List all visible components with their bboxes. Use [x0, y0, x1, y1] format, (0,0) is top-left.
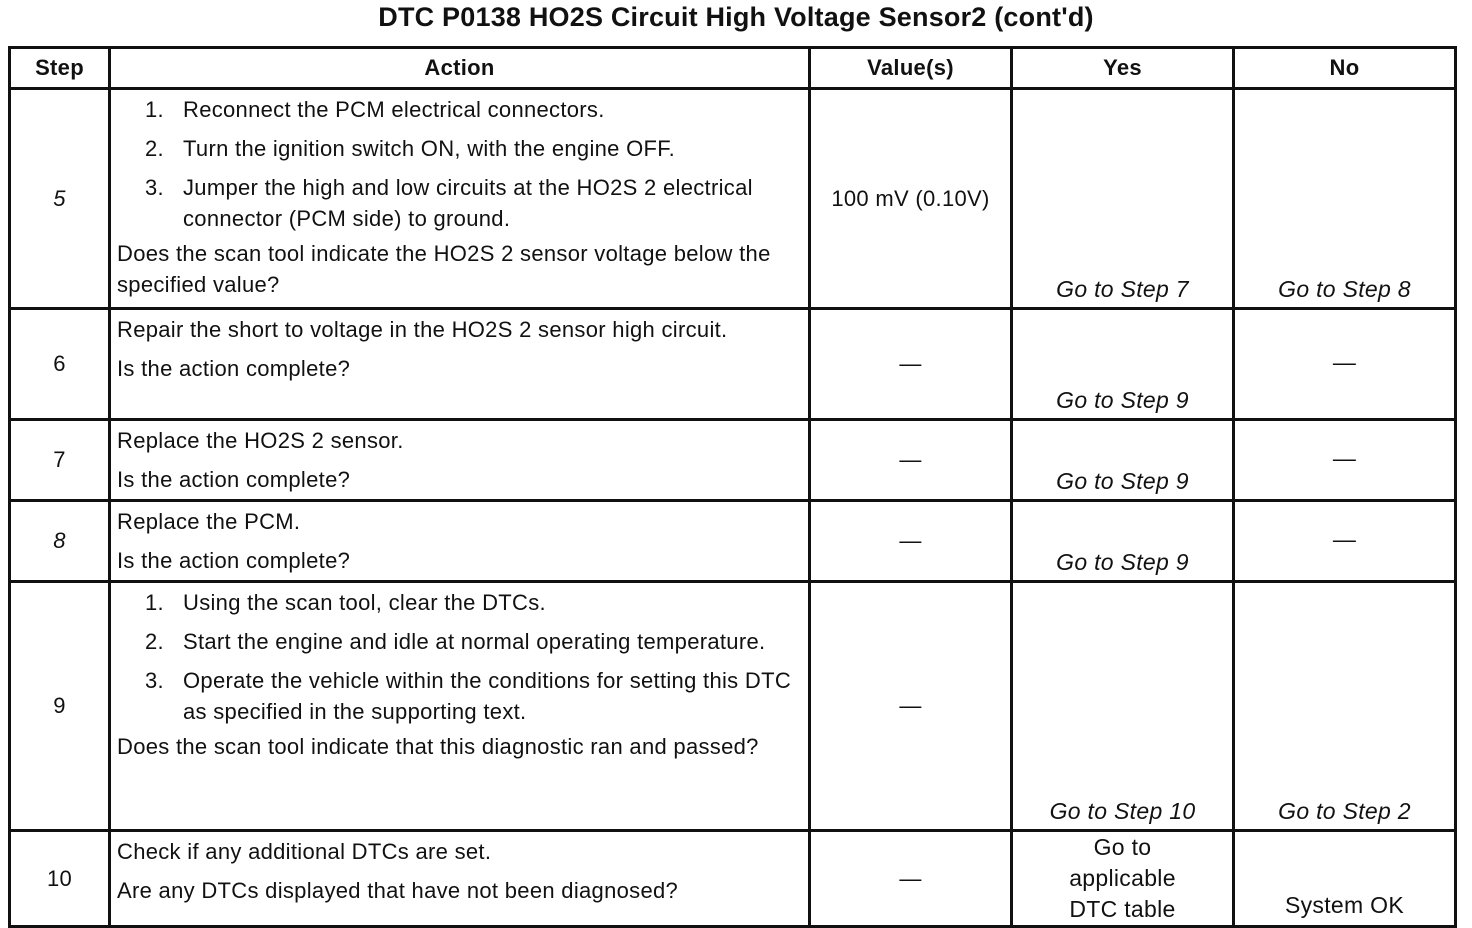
- action-question: Is the action complete?: [117, 467, 351, 492]
- action-question: Does the scan tool indicate that this diagnostic ran and passed?: [117, 734, 759, 759]
- action-text: Check if any additional DTCs are set.: [117, 839, 492, 864]
- dtc-diagnostic-table: [8, 46, 1457, 928]
- action-cell: [110, 89, 810, 309]
- action-list: [117, 94, 800, 234]
- action-question: Does the scan tool indicate the HO2S 2 sensor voltage below the specified value?: [117, 241, 771, 297]
- action-list-item: 1. Reconnect the PCM electrical connectors.: [145, 97, 605, 122]
- action-question: Is the action complete?: [117, 356, 351, 381]
- header-no: No: [1234, 48, 1456, 89]
- action-cell: [110, 831, 810, 927]
- action-cell: [110, 420, 810, 501]
- value-cell: —: [810, 501, 1012, 582]
- yes-cell: Go to applicable DTC table: [1012, 831, 1234, 927]
- table-header: [10, 48, 1456, 89]
- table-row: [10, 501, 1456, 582]
- step-number: 8: [10, 501, 110, 582]
- table-row: [10, 831, 1456, 927]
- action-question: Are any DTCs displayed that have not been diagnosed?: [117, 878, 679, 903]
- action-text: Replace the HO2S 2 sensor.: [117, 428, 404, 453]
- header-step: Step: [10, 48, 110, 89]
- action-text: Replace the PCM.: [117, 509, 301, 534]
- table-row: [10, 582, 1456, 831]
- action-text: Repair the short to voltage in the HO2S 2 sensor high circuit.: [117, 317, 728, 342]
- action-cell: [110, 309, 810, 420]
- no-cell: Go to Step 2: [1234, 582, 1456, 831]
- action-question: Is the action complete?: [117, 548, 351, 573]
- action-list-item: 3. Operate the vehicle within the conditions for setting this DTC as specified in the supporting text.: [145, 668, 792, 724]
- step-number: 10: [10, 831, 110, 927]
- no-cell: Go to Step 8: [1234, 89, 1456, 309]
- table-row: [10, 89, 1456, 309]
- action-list-item: 3. Jumper the high and low circuits at the HO2S 2 electrical connector (PCM side) to ground.: [145, 175, 753, 231]
- header-value: Value(s): [810, 48, 1012, 89]
- value-cell: 100 mV (0.10V): [810, 89, 1012, 309]
- action-list: [117, 587, 800, 727]
- yes-cell: Go to Step 9: [1012, 420, 1234, 501]
- table-row: [10, 309, 1456, 420]
- value-cell: —: [810, 420, 1012, 501]
- action-list-item: 2. Start the engine and idle at normal operating temperature.: [145, 629, 766, 654]
- step-number: 7: [10, 420, 110, 501]
- no-cell: System OK: [1234, 831, 1456, 927]
- yes-cell: Go to Step 9: [1012, 309, 1234, 420]
- header-yes: Yes: [1012, 48, 1234, 89]
- no-cell: —: [1234, 309, 1456, 420]
- table-body: [10, 89, 1456, 927]
- no-cell: —: [1234, 420, 1456, 501]
- action-list-item: 1. Using the scan tool, clear the DTCs.: [145, 590, 546, 615]
- page-title: DTC P0138 HO2S Circuit High Voltage Sensor2 (cont'd): [378, 2, 1094, 32]
- yes-cell: Go to Step 10: [1012, 582, 1234, 831]
- yes-cell: Go to Step 7: [1012, 89, 1234, 309]
- action-cell: [110, 501, 810, 582]
- action-list-item: 2. Turn the ignition switch ON, with the engine OFF.: [145, 136, 675, 161]
- value-cell: —: [810, 309, 1012, 420]
- value-cell: —: [810, 582, 1012, 831]
- yes-cell: Go to Step 9: [1012, 501, 1234, 582]
- table-row: [10, 420, 1456, 501]
- action-cell: [110, 582, 810, 831]
- step-number: 5: [10, 89, 110, 309]
- step-number: 6: [10, 309, 110, 420]
- no-cell: —: [1234, 501, 1456, 582]
- step-number: 9: [10, 582, 110, 831]
- header-row: [10, 48, 1456, 89]
- value-cell: —: [810, 831, 1012, 927]
- header-action: Action: [110, 48, 810, 89]
